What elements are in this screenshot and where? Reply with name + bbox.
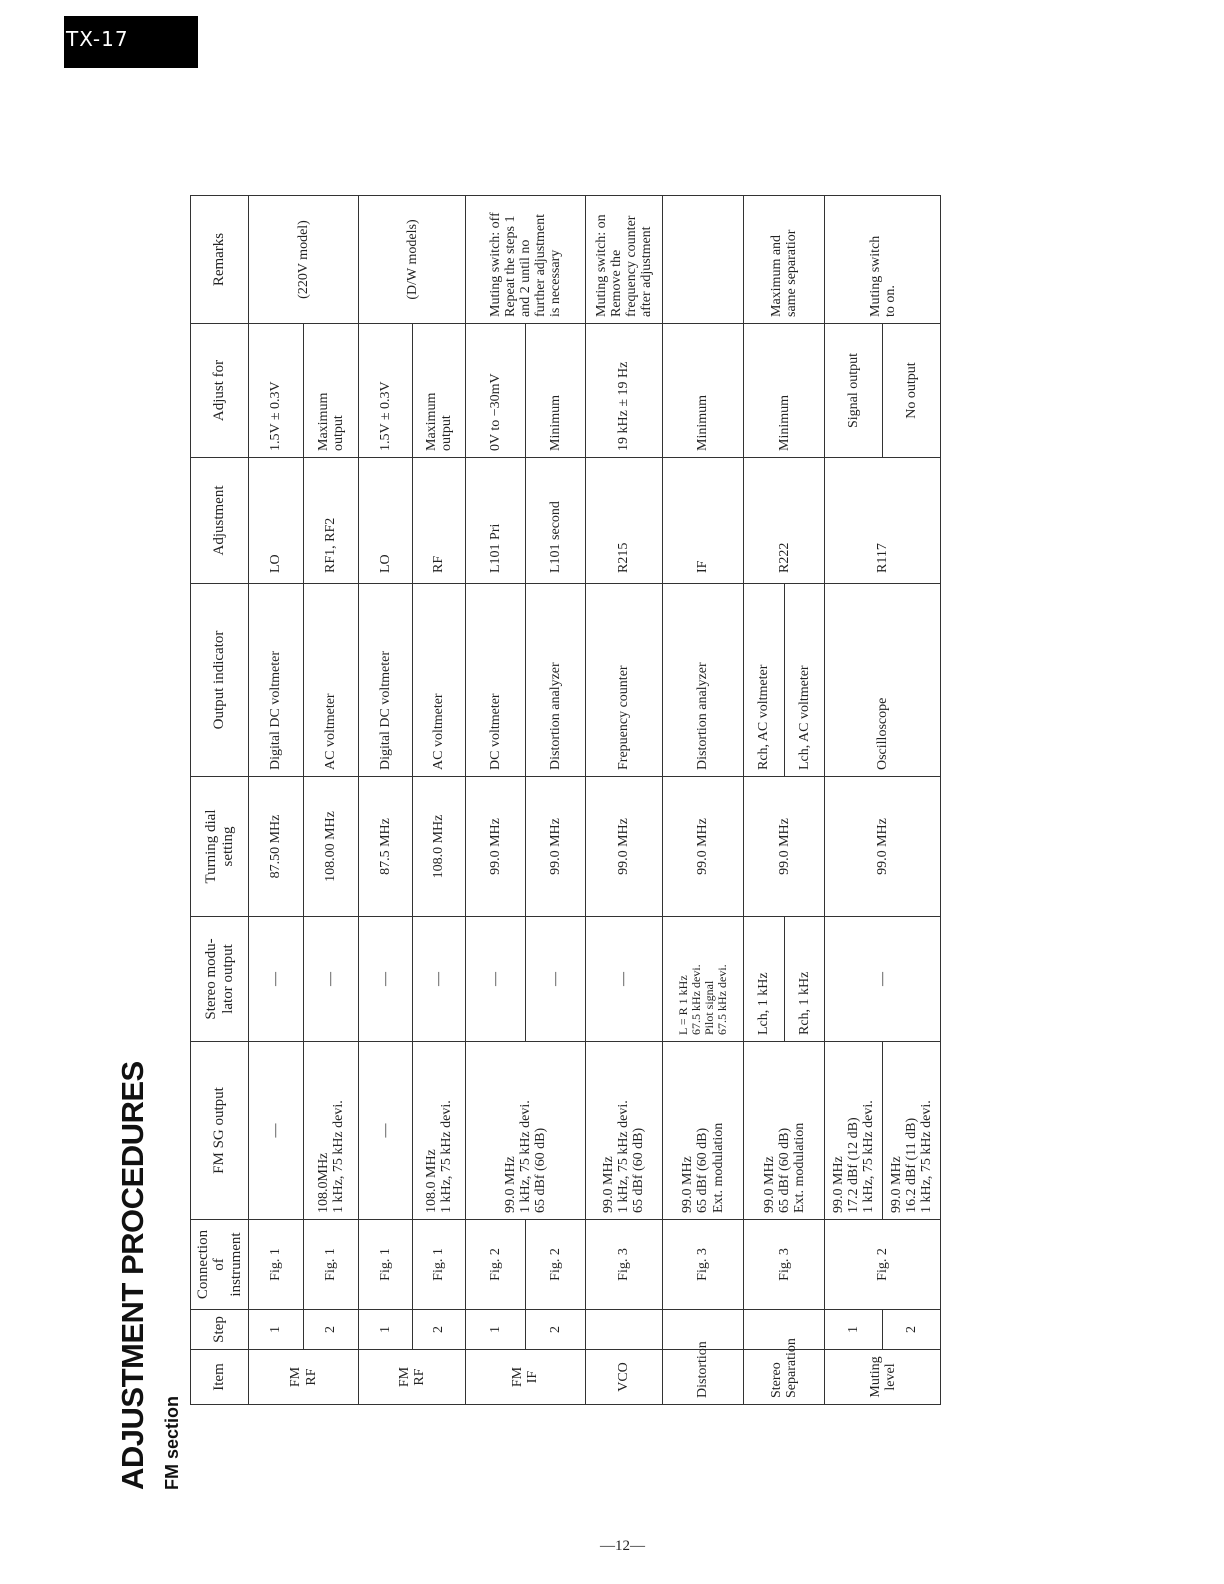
sg-output-cell: 99.0 MHz 17.2 dBf (12 dB) 1 kHz, 75 kHz devi. [825,1042,883,1220]
table-header-row [191,196,249,1405]
modulator-cell: — [359,917,412,1042]
remarks-cell: Muting switch: off Repeat the steps 1 and 2 until no further adjustment is necessary [466,196,586,324]
sg-output-cell: 99.0 MHz 1 kHz, 75 kHz devi. 65 dBf (60 dB) [466,1042,586,1220]
indicator-cell: Lch, AC voltmeter [784,584,825,777]
table-row [662,196,743,1405]
step-cell: 1 [466,1310,526,1350]
adjustment-cell: L101 second [525,458,585,584]
item-cell: FM RF [359,1350,466,1405]
dial-cell: 108.0 MHz [412,777,465,917]
modulator-cell: — [412,917,465,1042]
col-header-adjustment: Adjustment [191,458,249,584]
sg-output-cell: — [359,1042,412,1220]
modulator-cell: — [585,917,662,1042]
connection-cell: Fig. 1 [303,1220,359,1310]
model-tab: TX-17 [64,16,198,68]
dial-cell: 99.0 MHz [585,777,662,917]
adjust-for-cell: Minimum [662,324,743,458]
remarks-cell: Maximum and same separatior [744,196,825,324]
modulator-cell: — [249,917,304,1042]
connection-cell: Fig. 3 [662,1220,743,1310]
table-row [359,196,412,1405]
table-row [249,196,304,1405]
indicator-cell: Oscilloscope [825,584,941,777]
sg-output-cell: 108.0 MHz 1 kHz, 75 kHz devi. [412,1042,465,1220]
connection-cell: Fig. 2 [466,1220,526,1310]
col-header-modulator: Stereo modu- lator output [191,917,249,1042]
adjustment-table [190,195,941,1405]
col-header-remarks: Remarks [191,196,249,324]
item-cell: FM RF [249,1350,359,1405]
adjustment-cell: LO [249,458,304,584]
remarks-cell: (220V model) [249,196,359,324]
adjustment-cell: RF1, RF2 [303,458,359,584]
sg-output-cell: 99.0 MHz 16.2 dBf (11 dB) 1 kHz, 75 kHz devi. [883,1042,941,1220]
table-row [303,196,359,1405]
modulator-cell: — [525,917,585,1042]
step-cell: 2 [412,1310,465,1350]
dial-cell: 99.0 MHz [466,777,526,917]
dial-cell: 87.50 MHz [249,777,304,917]
indicator-cell: Distortion analyzer [662,584,743,777]
table-row [585,196,662,1405]
adjust-for-cell: Minimum [744,324,825,458]
connection-cell: Fig. 2 [825,1220,941,1310]
indicator-cell: Distortion analyzer [525,584,585,777]
modulator-cell: Lch, 1 kHz [744,917,785,1042]
modulator-cell: Rch, 1 kHz [784,917,825,1042]
item-cell: FM IF [466,1350,586,1405]
adjust-for-cell: Minimum [525,324,585,458]
adjustment-cell: R222 [744,458,825,584]
step-cell: 2 [525,1310,585,1350]
col-header-adjust-for: Adjust for [191,324,249,458]
table-row [412,196,465,1405]
col-header-dial: Turning dial setting [191,777,249,917]
col-header-indicator: Output indicator [191,584,249,777]
col-header-connection: Connection of instrument [191,1220,249,1310]
sg-output-cell: 99.0 MHz 65 dBf (60 dB) Ext. modulation [662,1042,743,1220]
col-header-sg-output: FM SG output [191,1042,249,1220]
step-cell [585,1310,662,1350]
modulator-cell: — [466,917,526,1042]
dial-cell: 99.0 MHz [744,777,825,917]
remarks-cell: Muting switch to on. [825,196,941,324]
adjustment-cell: R117 [825,458,941,584]
dial-cell: 99.0 MHz [525,777,585,917]
adjust-for-cell: 19 kHz ± 19 Hz [585,324,662,458]
table-row [744,196,785,1405]
adjust-for-cell: 1.5V ± 0.3V [359,324,412,458]
dial-cell: 99.0 MHz [825,777,941,917]
indicator-cell: Digital DC voltmeter [249,584,304,777]
step-cell: 2 [883,1310,941,1350]
item-cell: Stereo Separation [744,1350,825,1405]
item-cell: VCO [585,1350,662,1405]
step-cell: 1 [825,1310,883,1350]
page-number: —12— [600,1538,645,1554]
dial-cell: 99.0 MHz [662,777,743,917]
sg-output-cell: 99.0 MHz 65 dBf (60 dB) Ext. modulation [744,1042,825,1220]
connection-cell: Fig. 2 [525,1220,585,1310]
indicator-cell: AC voltmeter [412,584,465,777]
adjust-for-cell: Maximum output [412,324,465,458]
sg-output-cell: 99.0 MHz 1 kHz, 75 kHz devi. 65 dBf (60 dB) [585,1042,662,1220]
dial-cell: 108.00 MHz [303,777,359,917]
step-cell: 1 [359,1310,412,1350]
item-cell: Distortion [662,1350,743,1405]
table-row [825,196,883,1405]
adjust-for-cell: Signal output [825,324,883,458]
connection-cell: Fig. 1 [359,1220,412,1310]
page-title: ADJUSTMENT PROCEDURES [115,1061,150,1490]
adjust-for-cell: 0V to −30mV [466,324,526,458]
col-header-step: Step [191,1310,249,1350]
adjustment-cell: RF [412,458,465,584]
indicator-cell: Digital DC voltmeter [359,584,412,777]
section-title: FM section [162,1395,182,1490]
adjust-for-cell: 1.5V ± 0.3V [249,324,304,458]
step-cell: 1 [249,1310,304,1350]
remarks-cell: (D/W models) [359,196,466,324]
indicator-cell: Frepuency counter [585,584,662,777]
connection-cell: Fig. 1 [412,1220,465,1310]
remarks-cell [662,196,743,324]
remarks-cell: Muting switch: on Remove the frequency counter after adjustment [585,196,662,324]
table-row [466,196,526,1405]
adjust-for-cell: No output [883,324,941,458]
modulator-cell: — [825,917,941,1042]
rotated-page-content [100,90,945,1490]
indicator-cell: DC voltmeter [466,584,526,777]
connection-cell: Fig. 1 [249,1220,304,1310]
step-cell: 2 [303,1310,359,1350]
table-row [525,196,585,1405]
indicator-cell: AC voltmeter [303,584,359,777]
sg-output-cell: — [249,1042,304,1220]
adjustment-cell: LO [359,458,412,584]
modulator-cell: — [303,917,359,1042]
sg-output-cell: 108.0MHz 1 kHz, 75 kHz devi. [303,1042,359,1220]
item-cell: Muting level [825,1350,941,1405]
indicator-cell: Rch, AC voltmeter [744,584,785,777]
col-header-item: Item [191,1350,249,1405]
dial-cell: 87.5 MHz [359,777,412,917]
adjustment-cell: L101 Pri [466,458,526,584]
adjust-for-cell: Maximum output [303,324,359,458]
connection-cell: Fig. 3 [744,1220,825,1310]
adjustment-cell: R215 [585,458,662,584]
modulator-cell: L = R 1 kHz 67.5 kHz devi. Pilot signal 67.5 kHz devi. [662,917,743,1042]
connection-cell: Fig. 3 [585,1220,662,1310]
adjustment-cell: IF [662,458,743,584]
